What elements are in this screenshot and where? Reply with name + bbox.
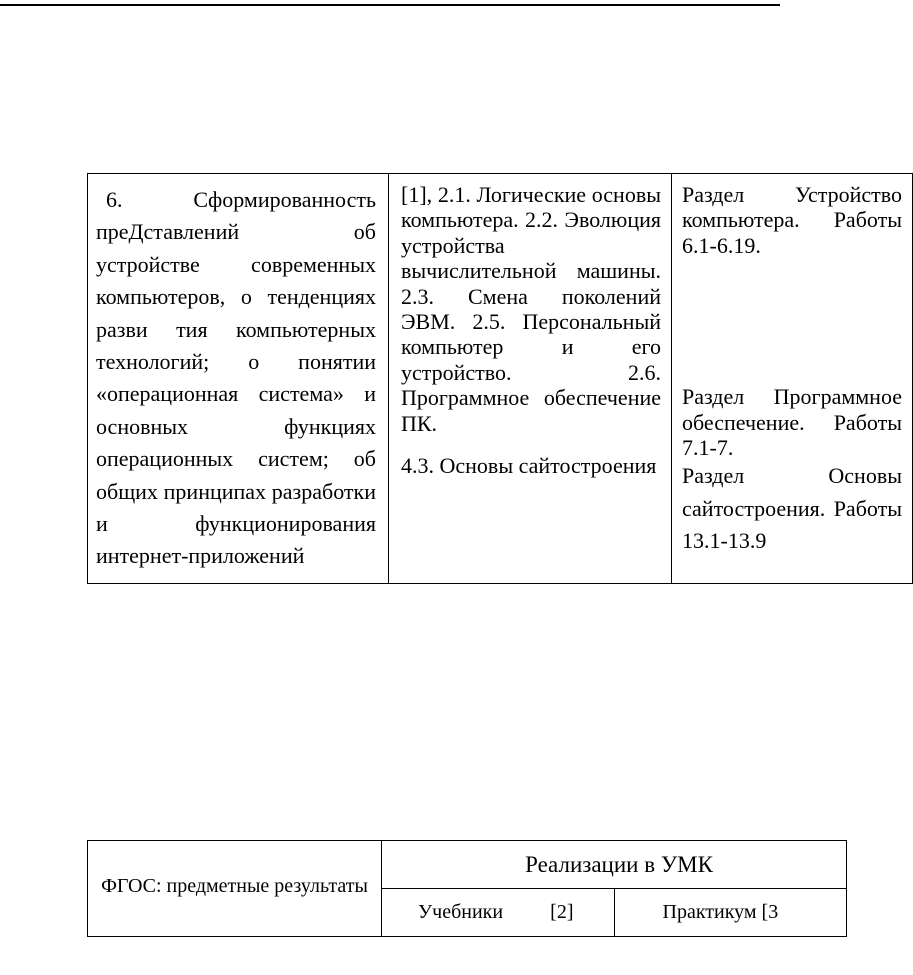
textbook-sections-text: [1], 2.1. Логические основы компьютера. 2.2. Эволюция устройства вычислительной машины. 2.3. Смена поколений ЭВМ. 2.5. Персональный компьютер и его устройство. 2.6. Программное обеспечение ПК. [401, 182, 661, 436]
competency-text: 6. Сформированность преДставлений об устройстве современных компьютеров, о тенденциях разви тия компьютерных технологий; о понятии «операционная система» и основных функциях операционных систем; об общих принципах разработки и функционирования интернет-приложений [96, 187, 376, 569]
practicum-website-text: Раздел Основы сайтостроения. Работы 13.1-13.9 [682, 463, 902, 554]
header-table [87, 840, 847, 937]
fgos-header-cell [88, 841, 382, 937]
textbooks-header-cell [382, 889, 615, 937]
header-row-top [88, 841, 847, 889]
top-rule-line [0, 4, 780, 6]
practicum-cell [672, 174, 913, 584]
fgos-header-label: ФГОС: предметные результаты [101, 874, 368, 897]
content-table [87, 173, 913, 584]
textbooks-header-label: Учебники [418, 901, 504, 923]
textbook-cell [389, 174, 672, 584]
practicum-header-label: Практикум [3 [662, 901, 779, 923]
table-row [88, 174, 913, 584]
practicum-software-text: Раздел Программное обеспечение. Работы 7.1-7. [682, 384, 902, 461]
textbooks-header-ref: [2] [550, 901, 574, 923]
practicum-hardware-text: Раздел Устройство компьютера. Работы 6.1-6.19. [682, 182, 902, 258]
umk-header-label: Реализации в УМК [525, 851, 713, 877]
textbook-website-section-text: 4.3. Основы сайтостроения [401, 453, 657, 479]
competency-cell [88, 174, 389, 584]
umk-header-cell [382, 841, 847, 889]
practicum-header-cell [614, 889, 847, 937]
